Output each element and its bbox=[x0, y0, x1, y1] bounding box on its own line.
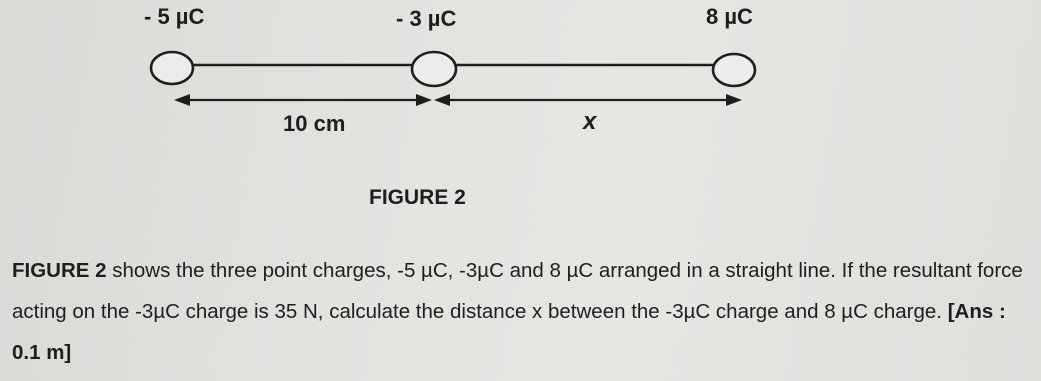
charge-circle-plus-8 bbox=[713, 54, 755, 86]
distance-label-10cm: 10 cm bbox=[283, 111, 346, 136]
answer-hint: [Ans : 0.1 m] bbox=[12, 300, 1006, 364]
question-paragraph bbox=[12, 250, 1032, 373]
arrowhead-right-10cm bbox=[416, 94, 432, 106]
arrowhead-left-x bbox=[434, 94, 450, 106]
charge-label-plus-8: 8 µC bbox=[706, 4, 753, 29]
question-body: shows the three point charges, -5 µC, -3µC and 8 µC arranged in a straight line. If the resultant force acting on the -3µC charge is 35 N, calculate the distance x between the -3µC charge and 8 µC charge. bbox=[12, 259, 1023, 323]
charge-label-minus-3: - 3 µC bbox=[396, 6, 457, 31]
charge-label-minus-5: - 5 µC bbox=[144, 4, 205, 29]
question-figure-ref: FIGURE 2 bbox=[12, 259, 107, 282]
arrowhead-left-10cm bbox=[174, 94, 190, 106]
arrowhead-right-x bbox=[726, 94, 742, 106]
figure-caption: FIGURE 2 bbox=[369, 186, 466, 209]
charge-circle-minus-5 bbox=[151, 52, 193, 84]
charge-circle-minus-3 bbox=[412, 52, 456, 86]
distance-label-x: x bbox=[583, 108, 597, 135]
